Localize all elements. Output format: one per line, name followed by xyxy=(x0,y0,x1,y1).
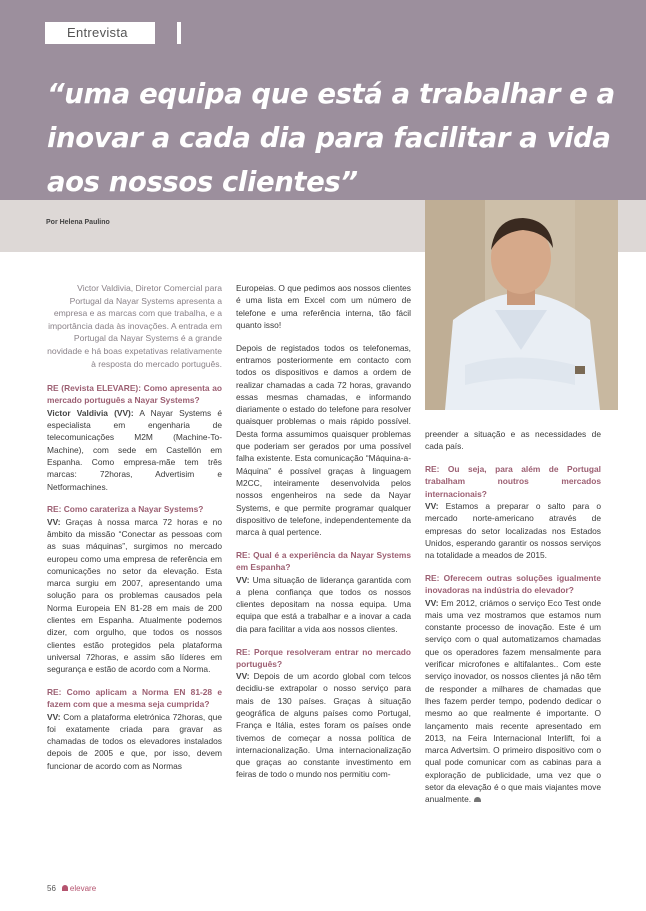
answer-2-label: VV: xyxy=(47,516,61,527)
qa-block-6 xyxy=(425,463,601,561)
byline: Por Helena Paulino xyxy=(46,219,110,226)
answer-3-label: VV: xyxy=(47,711,61,722)
brand-logo xyxy=(62,884,96,893)
paragraph-continued: Europeias. O que pedimos aos nossos clientes é uma lista em Excel com um número de telefone e uma referência interna, tão fácil quanto isso! xyxy=(236,283,411,330)
headline-quote: “uma equipa que está a trabalhar e a inovar a cada dia para facilitar a vida aos nossos clientes” xyxy=(47,78,615,198)
question-7: RE: Oferecem outras soluções igualmente inovadoras na indústria do elevador? xyxy=(425,572,601,596)
page-number: 56 xyxy=(47,884,56,893)
qa-block-3 xyxy=(47,686,222,772)
answer-6: Estamos a preparar o salto para o mercado norte-americano através de empresas do setor localizadas nos Estados Unidos, esperando garantir os nossos serviços na totalidade a meados de 2015. xyxy=(425,500,602,561)
answer-1: A Nayar Systems é especialista em engenharia de telecomunicações M2M (Machine-To-Machine), com sede em Castellón em Espanha. Como empresa-mãe tem três marcas: 72horas, Advertisim e Netformachines. xyxy=(47,407,222,492)
qa-block-7 xyxy=(425,572,601,806)
answer-5-label: VV: xyxy=(236,671,250,682)
question-6: RE: Ou seja, para além de Portugal trabalham noutros mercados internacionais? xyxy=(425,464,601,499)
brand-name: elevare xyxy=(69,884,97,893)
answer-7: Em 2012, criámos o serviço Eco Test onde mais uma vez mostramos que estamos num constante processo de inovação. Este é um serviço com o qual automatizamos chamadas que os operadores fazem mensalmente para verificar microfones e altifalantes.. Com este serviço inovador, os nossos clientes já não têm de responder a milhares de chamadas que lhes fazem perder tempo, podendo dedicar o mesmo ao que realmente é importante. O lançamento mais recente apresentado em 2013, na Feira Internacional Interlift, foi a marca Advertsim. O primeiro dispositivo com o qual pode comunicar com as cabinas para a exploração de publicidade, uma vez que o setor da elevação é o que mais viajantes move anualmente. xyxy=(425,597,601,805)
answer-6-label: VV: xyxy=(425,500,439,511)
column-1 xyxy=(47,282,222,783)
question-1: RE (Revista ELEVARE): Como apresenta ao mercado português a Nayar Systems? xyxy=(47,383,222,406)
paragraph-continued-2: preender a situação e as necessidades de cada país. xyxy=(425,429,601,452)
qa-block-4 xyxy=(236,549,411,635)
question-5: RE: Porque resolveram entrar no mercado português? xyxy=(236,646,411,669)
question-2: RE: Como carateriza a Nayar Systems? xyxy=(47,504,204,515)
qa-block-2 xyxy=(47,503,222,675)
section-tag: Entrevista xyxy=(45,22,155,44)
answer-5: Depois de um acordo global com telcos decidiu-se extrapolar o nosso serviço para mais de 130 países. Graças à situação geográfica de alguns países como Portugal, França e Itália, estes foram os países onde tivemos de começar a nossa política de internacionalização. Uma internacionalização que graças ao constante investimento em feiras de todo o mundo nos permitiu com- xyxy=(236,671,412,780)
question-3: RE: Como aplicam a Norma EN 81-28 e fazem com que a mesma seja cumprida? xyxy=(47,686,222,710)
brand-icon xyxy=(62,885,68,891)
column-3 xyxy=(425,428,601,816)
question-4: RE: Qual é a experiência da Nayar Systems em Espanha? xyxy=(236,549,411,573)
answer-1-label: Victor Valdivia (VV): xyxy=(47,407,134,418)
answer-3: Com a plataforma eletrónica 72horas, que foi exatamente criada para gravar as chamadas de todos os elevadores instalados depois de 2005 e que, por isso, devem funcionar de acordo com as Normas xyxy=(47,711,222,771)
portrait-image xyxy=(425,200,618,410)
answer-4: Uma situação de liderança garantida com a plena confiança que todos os nossos clientes depositam na nossa equipa. Uma equipa que está a trabalhar e a inovar a cada dia para facilitar a vida aos nossos clientes. xyxy=(236,574,412,634)
answer-7-label: VV: xyxy=(425,597,439,608)
intro-paragraph: Victor Valdivia, Diretor Comercial para Portugal da Nayar Systems apresenta a empresa e as marcas com que trabalha, e a importância dada às inovações. A entrada em Portugal da Nayar Systems é a grande novidade e há boas expetativas relativamente à resposta do mercado português. xyxy=(47,283,222,369)
paragraph-process: Depois de registados todos os telefonemas, entramos posteriormente em contacto com todos os dispositivos e damos a ordem de realizar chamadas a cada 72 horas, gravando essas mesmas chamadas, e informando diariamente o estado do telefone para resolver quaisquer problemas o mais rápido possível. Desta forma assumimos quaisquer problemas que poderiam ser gerados por uma possível falha existente. Esta comunicação “Máquina-a-Máquina” é possível graças à linguagem M2CC, inteiramente desenvolvida pelos nossos engenheiros na sede da Nayar Systems, e que permite programar qualquer dispositivo de telefone, independentemente da marca à qual pertence. xyxy=(236,342,411,538)
column-2 xyxy=(236,282,411,791)
header-band xyxy=(0,0,646,200)
qa-block-1 xyxy=(47,382,222,493)
answer-4-label: VV: xyxy=(236,574,250,585)
qa-block-5 xyxy=(236,646,411,781)
end-mark-icon xyxy=(474,797,481,802)
answer-2: Graças à nossa marca 72 horas e no âmbito da missão “Conectar as pessoas com as suas máquinas”, surgimos no mercado europeu como uma empresa de referência em comunicações no setor da elevação. Esta marca surgiu em 2007, apresentando uma solução para os problemas causados pela Norma Europeia EN 81-28 em mais de 200 clientes em Espanha. Atualmente podemos dizer, com orgulho, que todos os nossos clientes estão protegidos pela plataforma universal 72horas, e assim são líderes em segurança e estão de acordo com a Norma. xyxy=(47,516,222,675)
interviewee-photo xyxy=(425,200,618,410)
page-footer xyxy=(47,884,96,893)
